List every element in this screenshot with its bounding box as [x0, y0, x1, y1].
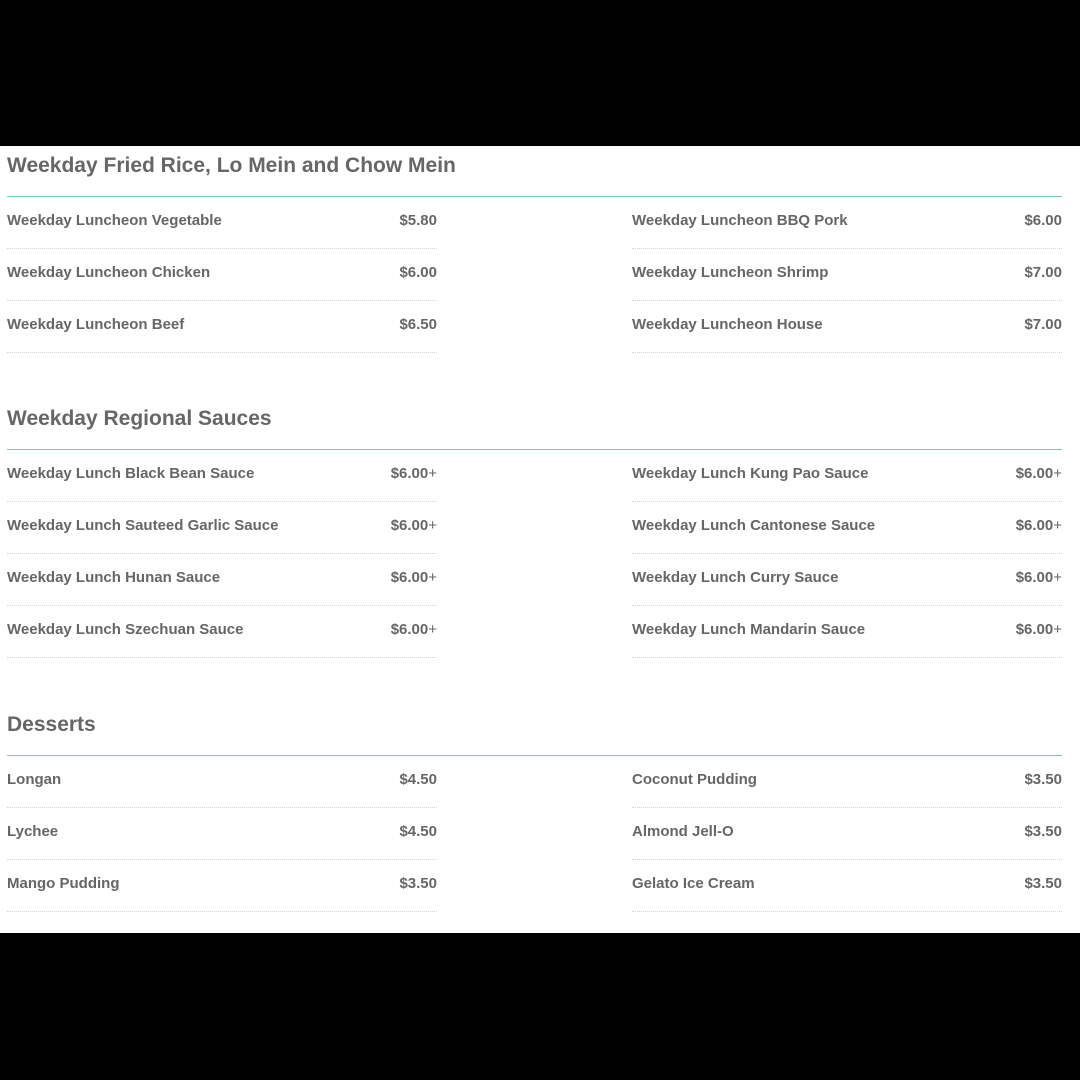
menu-item-price: $6.00+ — [390, 621, 437, 638]
menu-item-price: $6.00+ — [390, 465, 437, 482]
menu-item[interactable] — [7, 808, 437, 860]
menu-item-price: $5.80 — [399, 212, 437, 229]
menu-item-name: Longan — [7, 771, 62, 788]
menu-item[interactable] — [632, 502, 1062, 554]
menu-item-name: Weekday Luncheon BBQ Pork — [632, 212, 848, 229]
menu-item[interactable] — [632, 606, 1062, 658]
section-title: Weekday Fried Rice, Lo Mein and Chow Mein — [7, 154, 456, 177]
menu-item-price: $3.50 — [1024, 823, 1062, 840]
menu-item-price: $6.00+ — [1015, 569, 1062, 586]
menu-item[interactable] — [632, 860, 1062, 912]
menu-item-name: Weekday Lunch Curry Sauce — [632, 569, 839, 586]
menu-item-name: Weekday Luncheon Chicken — [7, 264, 211, 281]
menu-item[interactable] — [7, 301, 437, 353]
menu-item-name: Weekday Lunch Szechuan Sauce — [7, 621, 244, 638]
menu-column-left — [7, 197, 437, 353]
menu-item-price: $6.00+ — [1015, 517, 1062, 534]
menu-item[interactable] — [632, 808, 1062, 860]
menu-item-name: Lychee — [7, 823, 59, 840]
menu-item[interactable] — [7, 756, 437, 808]
menu-item[interactable] — [632, 301, 1062, 353]
menu-item-price: $4.50 — [399, 823, 437, 840]
menu-item-name: Almond Jell-O — [632, 823, 734, 840]
menu-item[interactable] — [7, 606, 437, 658]
menu-item-price: $6.00+ — [1015, 621, 1062, 638]
menu-item-price: $6.00+ — [390, 517, 437, 534]
menu-column-right — [632, 197, 1062, 353]
menu-item-price: $3.50 — [399, 875, 437, 892]
menu-item[interactable] — [7, 450, 437, 502]
menu-item-price: $7.00 — [1024, 316, 1062, 333]
menu-item[interactable] — [7, 502, 437, 554]
menu-column-left — [7, 756, 437, 912]
menu-item[interactable] — [7, 197, 437, 249]
menu-item[interactable] — [632, 450, 1062, 502]
menu-item[interactable] — [7, 249, 437, 301]
menu-item-name: Weekday Lunch Kung Pao Sauce — [632, 465, 869, 482]
menu-item[interactable] — [632, 554, 1062, 606]
menu-item-name: Weekday Luncheon Beef — [7, 316, 185, 333]
menu-column-left — [7, 450, 437, 658]
menu-item-price: $6.00+ — [390, 569, 437, 586]
menu-item-price: $6.50 — [399, 316, 437, 333]
menu-page — [0, 146, 1080, 933]
menu-item-name: Mango Pudding — [7, 875, 120, 892]
menu-item-name: Weekday Lunch Black Bean Sauce — [7, 465, 255, 482]
menu-item-price: $3.50 — [1024, 771, 1062, 788]
menu-item-price: $4.50 — [399, 771, 437, 788]
menu-item[interactable] — [632, 249, 1062, 301]
section-title: Weekday Regional Sauces — [7, 407, 272, 430]
menu-item[interactable] — [632, 756, 1062, 808]
menu-column-right — [632, 756, 1062, 912]
menu-item-name: Weekday Lunch Sauteed Garlic Sauce — [7, 517, 279, 534]
menu-item-name: Weekday Luncheon House — [632, 316, 823, 333]
menu-item-price: $6.00+ — [1015, 465, 1062, 482]
menu-item-name: Weekday Lunch Mandarin Sauce — [632, 621, 866, 638]
menu-item-name: Coconut Pudding — [632, 771, 757, 788]
menu-item-price: $7.00 — [1024, 264, 1062, 281]
menu-item-price: $3.50 — [1024, 875, 1062, 892]
menu-column-right — [632, 450, 1062, 658]
menu-item-price: $6.00 — [399, 264, 437, 281]
menu-item-name: Weekday Luncheon Shrimp — [632, 264, 829, 281]
menu-item-name: Weekday Lunch Hunan Sauce — [7, 569, 221, 586]
menu-item-name: Weekday Luncheon Vegetable — [7, 212, 222, 229]
menu-item-price: $6.00 — [1024, 212, 1062, 229]
menu-item[interactable] — [7, 860, 437, 912]
menu-item-name: Weekday Lunch Cantonese Sauce — [632, 517, 876, 534]
menu-item-name: Gelato Ice Cream — [632, 875, 755, 892]
section-title: Desserts — [7, 713, 96, 736]
menu-item[interactable] — [7, 554, 437, 606]
menu-item[interactable] — [632, 197, 1062, 249]
